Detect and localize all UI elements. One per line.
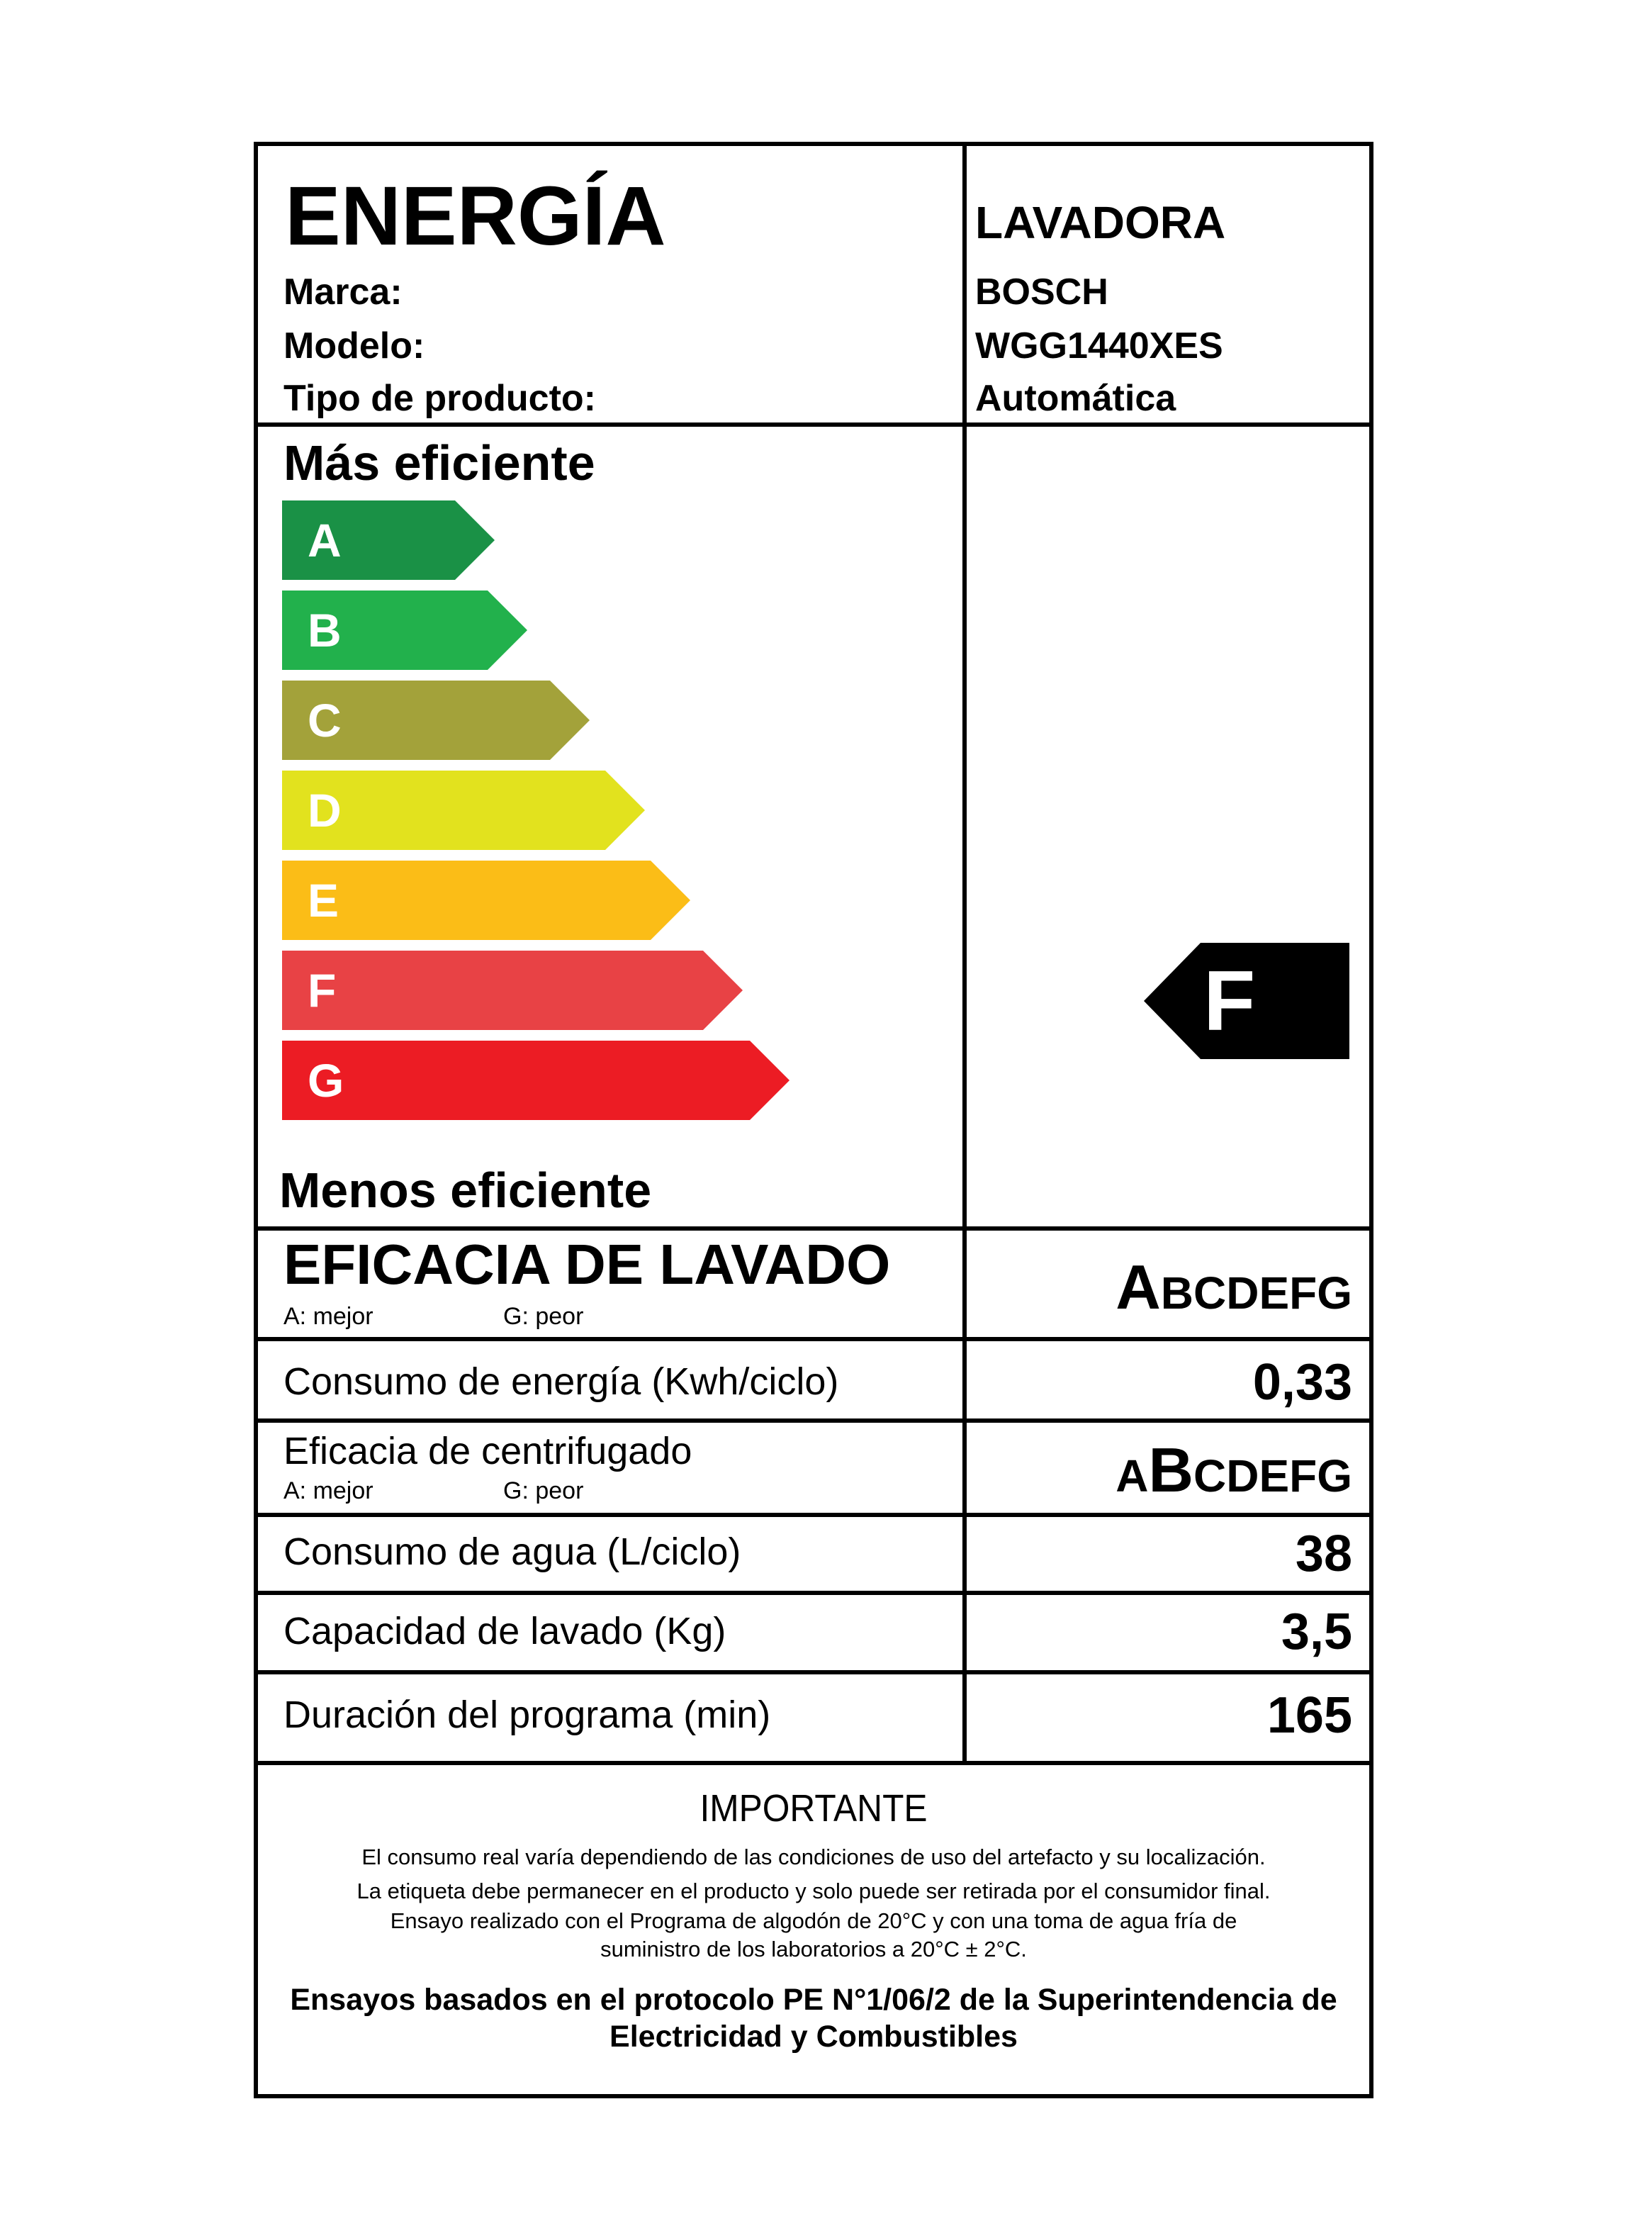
efficiency-bar-shape bbox=[282, 951, 743, 1030]
program-duration-label: Duración del programa (min) bbox=[283, 1694, 771, 1736]
efficiency-bar-a bbox=[282, 500, 495, 580]
spin-best-note: A: mejor bbox=[283, 1477, 373, 1504]
divider-energy bbox=[258, 1418, 1369, 1423]
footer-note: La etiqueta debe permanecer en el producto y solo puede ser retirada por el consumidor final. bbox=[356, 1879, 1271, 1903]
divider-header bbox=[258, 422, 1369, 427]
efficiency-bar-letter: G bbox=[308, 1054, 344, 1107]
wash-worst-note: G: peor bbox=[503, 1303, 584, 1330]
spin-worst-note: G: peor bbox=[503, 1477, 584, 1504]
program-duration-value: 165 bbox=[1266, 1687, 1352, 1744]
rating-letter: F bbox=[1203, 953, 1256, 1048]
efficiency-bar-d bbox=[282, 771, 645, 850]
energy-consumption-label: Consumo de energía (Kwh/ciclo) bbox=[283, 1360, 839, 1403]
efficiency-bar-c bbox=[282, 681, 590, 760]
type-value: Automática bbox=[975, 378, 1176, 419]
label-title: ENERGÍA bbox=[285, 169, 666, 263]
important-title: IMPORTANTE bbox=[699, 1787, 928, 1830]
rating-arrow bbox=[1144, 943, 1349, 1059]
efficiency-bar-letter: D bbox=[308, 784, 342, 836]
spin-scale-highlight: B bbox=[1148, 1435, 1193, 1505]
model-value: WGG1440XES bbox=[975, 325, 1223, 366]
least-efficient-label: Menos eficiente bbox=[279, 1163, 652, 1218]
product-type-heading: LAVADORA bbox=[975, 197, 1226, 248]
spin-efficiency-label: Eficacia de centrifugado bbox=[283, 1430, 692, 1472]
divider-water bbox=[258, 1591, 1369, 1595]
efficiency-bar-shape bbox=[282, 861, 690, 940]
divider-vertical bbox=[962, 146, 967, 1761]
efficiency-bar-letter: F bbox=[308, 964, 337, 1017]
wash-capacity-label: Capacidad de lavado (Kg) bbox=[283, 1610, 726, 1652]
efficiency-bar-letter: E bbox=[308, 874, 339, 927]
spin-efficiency-scale bbox=[1116, 1435, 1352, 1505]
protocol-line: Electricidad y Combustibles bbox=[609, 2020, 1018, 2054]
model-label: Modelo: bbox=[283, 325, 425, 366]
efficiency-bar-letter: A bbox=[308, 514, 342, 566]
efficiency-bar-f bbox=[282, 951, 743, 1030]
spin-scale-before: A bbox=[1116, 1450, 1149, 1501]
divider-spin bbox=[258, 1513, 1369, 1517]
wash-best-note: A: mejor bbox=[283, 1303, 373, 1330]
wash-efficiency-scale bbox=[1116, 1252, 1352, 1322]
footer-note: El consumo real varía dependiendo de las condiciones de uso del artefacto y su localización. bbox=[361, 1845, 1266, 1869]
efficiency-bar-letter: B bbox=[308, 604, 342, 656]
divider-capacity bbox=[258, 1670, 1369, 1674]
wash-scale-rest: BCDEFG bbox=[1160, 1267, 1352, 1319]
efficiency-bar-shape bbox=[282, 1041, 790, 1120]
water-consumption-label: Consumo de agua (L/ciclo) bbox=[283, 1530, 741, 1573]
divider-wash bbox=[258, 1337, 1369, 1341]
efficiency-bar-g bbox=[282, 1041, 790, 1120]
type-label: Tipo de producto: bbox=[283, 378, 596, 419]
protocol-line: Ensayos basados en el protocolo PE N°1/06/2 de la Superintendencia de bbox=[290, 1983, 1337, 2017]
energy-consumption-value: 0,33 bbox=[1252, 1354, 1352, 1411]
brand-value: BOSCH bbox=[975, 272, 1108, 313]
footer-note: Ensayo realizado con el Programa de algodón de 20°C y con una toma de agua fría de bbox=[390, 1908, 1237, 1933]
divider-scale bbox=[258, 1226, 1369, 1231]
most-efficient-label: Más eficiente bbox=[283, 435, 595, 491]
efficiency-bar-letter: C bbox=[308, 694, 342, 746]
spin-scale-after: CDEFG bbox=[1193, 1450, 1352, 1501]
wash-scale-highlight: A bbox=[1116, 1252, 1161, 1322]
efficiency-bar-e bbox=[282, 861, 690, 940]
wash-efficiency-title: EFICACIA DE LAVADO bbox=[283, 1233, 891, 1296]
divider-duration bbox=[258, 1761, 1369, 1765]
footer-note: suministro de los laboratorios a 20°C ± 2°C. bbox=[600, 1937, 1027, 1961]
water-consumption-value: 38 bbox=[1295, 1526, 1352, 1582]
brand-label: Marca: bbox=[283, 272, 403, 313]
wash-capacity-value: 3,5 bbox=[1281, 1604, 1352, 1660]
efficiency-bar-b bbox=[282, 591, 527, 670]
energy-label bbox=[254, 142, 1373, 2098]
